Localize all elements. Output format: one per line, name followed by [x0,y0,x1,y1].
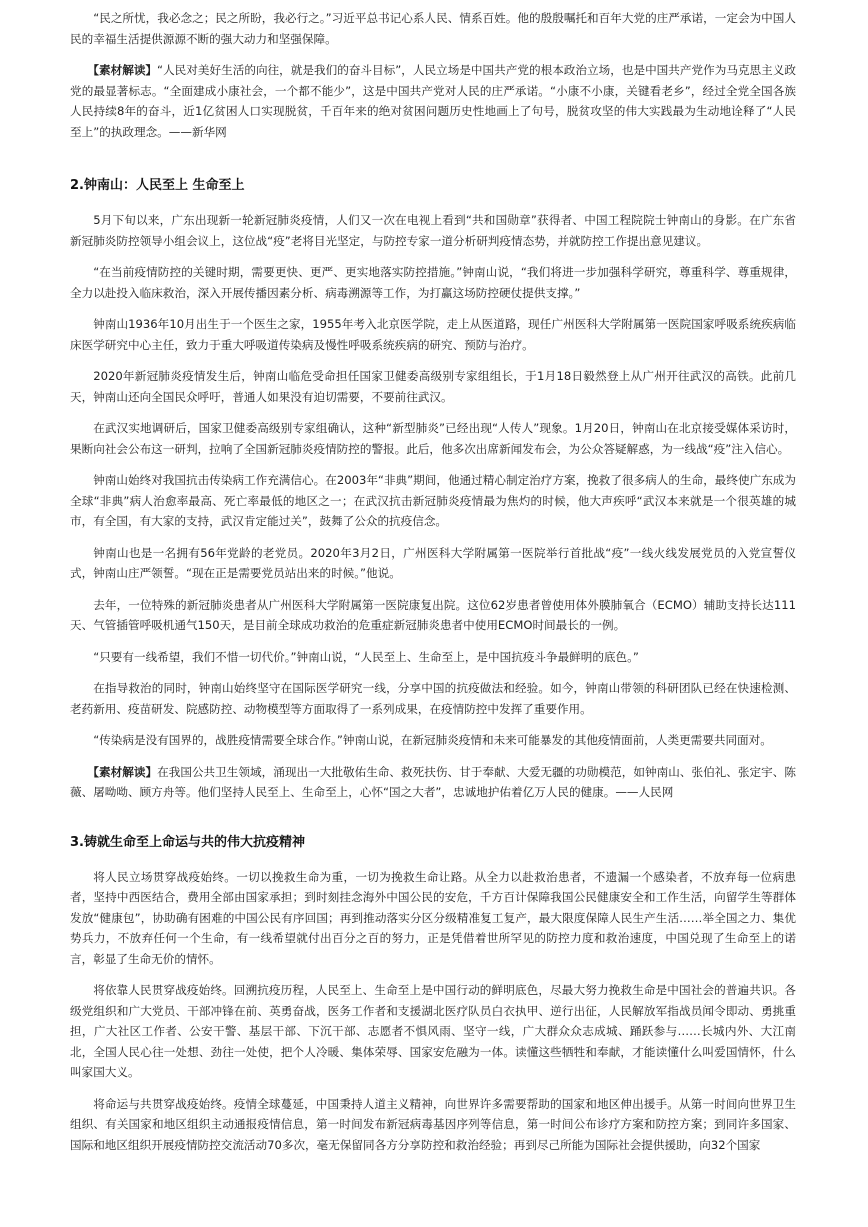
paragraph: 在指导救治的同时，钟南山始终坚守在国际医学研究一线，分享中国的抗疫做法和经验。如今，钟南山带领的科研团队已经在快速检测、老药新用、疫苗研发、院感防控、动物模型等方面取得了一系列成果，在疫情防控中发挥了重要作用。 [70,681,796,716]
material-interpretation-tag: 【素材解读】 [87,764,158,779]
paragraph: 钟南山始终对我国抗击传染病工作充满信心。在2003年“非典”期间，他通过精心制定治疗方案，挽救了很多病人的生命，最终使广东成为全球“非典”病人治愈率最高、死亡率最低的地区之一；在武汉抗击新冠肺炎疫情最为焦灼的时候，他大声疾呼“武汉本来就是一个很英雄的城市，有全国，有大家的支持，武汉肯定能过关”，鼓舞了公众的抗疫信念。 [70,473,796,528]
paragraph: “传染病是没有国界的，战胜疫情需要全球合作。”钟南山说，在新冠肺炎疫情和未来可能暴发的其他疫情面前，人类更需要共同面对。 [93,733,772,747]
material-interpretation-tag: 【素材解读】 [87,63,158,77]
section-heading: 2.钟南山：人民至上 生命至上 [70,178,245,193]
paragraph: “在当前疫情防控的关键时期，需要更快、更严、更实地落实防控措施。”钟南山说，“我们将进一步加强科学研究，尊重科学、尊重规律，全力以赴投入临床救治，深入开展传播因素分析、病毒溯源等工作，为打赢这场防控硬仗提供支撑。” [70,265,796,300]
material-interpretation-paragraph [70,60,796,142]
paragraph: “只要有一线希望，我们不惜一切代价。”钟南山说，“人民至上、生命至上，是中国抗疫斗争最鲜明的底色。” [93,649,639,664]
material-interpretation-paragraph [70,762,796,803]
paragraph: 钟南山1936年10月出生于一个医生之家，1955年考入北京医学院，走上从医道路，现任广州医科大学附属第一医院国家呼吸系统疾病临床医学研究中心主任，致力于重大呼吸道传染病及慢性呼吸系统疾病的研究、预防与治疗。 [70,317,796,352]
paragraph: 将依靠人民贯穿战疫始终。回溯抗疫历程，人民至上、生命至上是中国行动的鲜明底色，尽最大努力挽救生命是中国社会的普遍共识。各级党组织和广大党员、干部冲锋在前、英勇奋战，医务工作者和支援湖北医疗队员白衣执甲、逆行出征，人民解放军指战员闻令即动、勇挑重担，广大社区工作者、公安干警、基层干部、下沉干部、志愿者不惧风雨、坚守一线，广大群众众志成城、踊跃参与……长城内外、大江南北，全国人民心往一处想、劲往一处使，把个人冷暖、集体荣辱、国家安危融为一体。读懂这些牺牲和奉献，才能读懂什么叫爱国情怀，什么叫家国大义。 [70,983,796,1079]
paragraph: 去年，一位特殊的新冠肺炎患者从广州医科大学附属第一医院康复出院。这位62岁患者曾使用体外膜肺氧合（ECMO）辅助支持长达111天、气管插管呼吸机通气150天，是目前全球成功救治的危重症新冠肺炎患者中使用ECMO时间最长的一例。 [70,597,796,632]
paragraph: 5月下旬以来，广东出现新一轮新冠肺炎疫情，人们又一次在电视上看到“共和国勋章”获得者、中国工程院院士钟南山的身影。在广东省新冠肺炎防控领导小组会议上，这位战“疫”老将目光坚定，与防控专家一道分析研判疫情态势，并就防控工作提出意见建议。 [70,213,796,248]
paragraph: 钟南山也是一名拥有56年党龄的老党员。2020年3月2日，广州医科大学附属第一医院举行首批战“疫”一线火线发展党员的入党宣誓仪式，钟南山庄严领誓。“现在正是需要党员站出来的时候。”他说。 [70,545,796,580]
paragraph: 2020年新冠肺炎疫情发生后，钟南山临危受命担任国家卫健委高级别专家组组长，于1月18日毅然登上从广州开往武汉的高铁。此前几天，钟南山还向全国民众呼吁，普通人如果没有迫切需要，不要前往武汉。 [70,369,796,404]
paragraph: 在武汉实地调研后，国家卫健委高级别专家组确认，这种“新型肺炎”已经出现“人传人”现象。1月20日，钟南山在北京接受媒体采访时，果断向社会公布这一研判，拉响了全国新冠肺炎疫情防控的警报。此后，他多次出席新闻发布会，为公众答疑解惑，为一线战“疫”注入信心。 [70,421,796,456]
section-heading: 3.铸就生命至上命运与共的伟大抗疫精神 [70,834,305,850]
paragraph: 将命运与共贯穿战疫始终。疫情全球蔓延，中国秉持人道主义精神，向世界许多需要帮助的国家和地区伸出援手。从第一时间向世界卫生组织、有关国家和地区组织主动通报疫情信息，第一时间发布新冠病毒基因序列等信息，第一时间公布诊疗方案和防控方案；到同许多国家、国际和地区组织开展疫情防控交流活动70多次，毫无保留同各方分享防控和救治经验；再到尽己所能为国际社会提供援助，向32个国家 [70,1096,796,1152]
material-interpretation-text: 在我国公共卫生领域，涌现出一大批敬佑生命、救死扶伤、甘于奉献、大爱无疆的功勋模范，如钟南山、张伯礼、张定宇、陈薇、屠呦呦、顾方舟等。他们坚持人民至上、生命至上，心怀“国之大者”，忠诚地护佑着亿万人民的健康。——人民网 [70,764,796,799]
paragraph: “民之所忧，我必念之；民之所盼，我必行之。”习近平总书记心系人民、情系百姓。他的殷殷嘱托和百年大党的庄严承诺，一定会为中国人民的幸福生活提供源源不断的强大动力和坚强保障。 [70,11,796,46]
material-interpretation-text: “人民对美好生活的向往，就是我们的奋斗目标”，人民立场是中国共产党的根本政治立场，也是中国共产党作为马克思主义政党的最显著标志。“全面建成小康社会，一个都不能少”，这是中国共产党对人民的庄严承诺。“小康不小康，关键看老乡”，经过全党全国各族人民持续8年的奋斗，近1亿贫困人口实现脱贫，千百年来的绝对贫困问题历史性地画上了句号，脱贫攻坚的伟大实践最为生动地诠释了“人民至上”的执政理念。——新华网 [70,63,796,139]
paragraph: 将人民立场贯穿战疫始终。一切以挽救生命为重，一切为挽救生命让路。从全力以赴救治患者，不遗漏一个感染者，不放弃每一位病患者，坚持中西医结合，费用全部由国家承担；到时刻挂念海外中国公民的安危，千方百计保障我国公民健康安全和工作生活，向留学生等群体发放“健康包”，协助确有困难的中国公民有序回国；再到推动落实分区分级精准复工复产，最大限度保障人民生产生活……举全国之力、集优势兵力，不放弃任何一个生命，有一线希望就付出百分之百的努力，正是凭借着世所罕见的防控力度和救治速度，中国兑现了生命至上的诺言，彰显了生命无价的情怀。 [70,869,796,966]
